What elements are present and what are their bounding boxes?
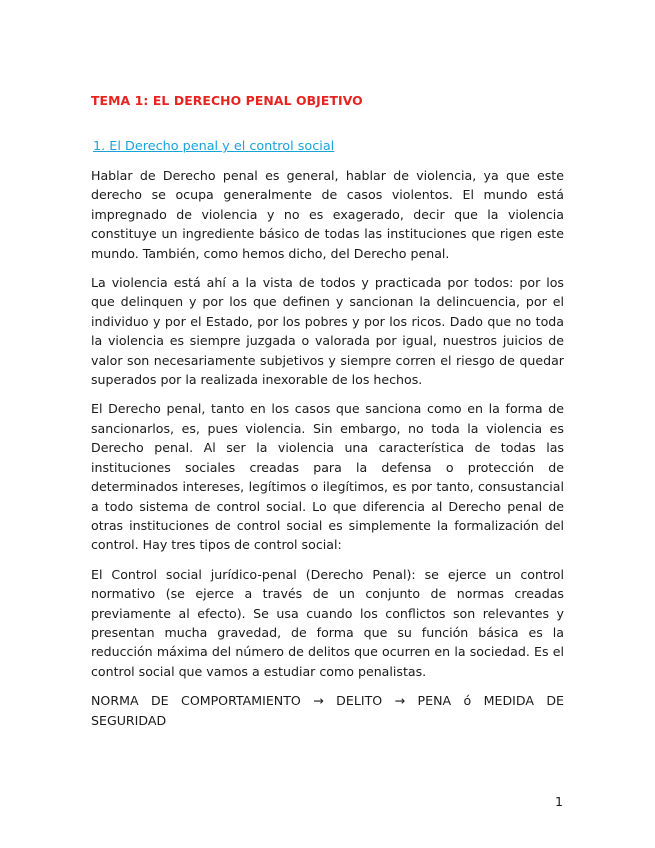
section-heading: 1. El Derecho penal y el control social [93,139,335,154]
document-title: TEMA 1: EL DERECHO PENAL OBJETIVO [91,93,363,108]
paragraph-violencia-derecho: Hablar de Derecho penal es general, hablar de violencia, ya que este derecho se ocupa generalmente de casos violentos. El mundo está impregnado de violencia y no es exagerado, decir que la violencia constituye un ingrediente básico de todas las instituciones que rigen este mundo. También, como hemos dicho, del Derecho penal. [91,168,564,261]
paragraph-control-juridico-penal: El Control social jurídico-penal (Derecho Penal): se ejerce un control normativo (se ejerce a través de un conjunto de normas creadas previamente al efecto). Se usa cuando los conflictos son relevantes y presentan mucha gravedad, de forma que su función básica es la reducción máxima del número de delitos que ocurren en la sociedad. Es el control social que vamos a estudiar como penalistas. [91,566,564,679]
page-number: 1 [555,794,564,809]
paragraph-norma-comportamiento: NORMA DE COMPORTAMIENTO → DELITO → PENA ó MEDIDA DE SEGURIDAD [91,693,564,728]
page-content [91,92,564,736]
paragraph-violencia-todos: La violencia está ahí a la vista de todos y practicada por todos: por los que delinquen y por los que definen y sancionan la delincuencia, por el individuo y por el Estado, por los pobres y por los ricos. Dado que no toda la violencia es siempre juzgada o valorada por igual, nuestros juicios de valor son necesariamente subjetivos y siempre corren el riesgo de quedar superados por la realizada inexorable de los hechos. [91,275,564,388]
paragraph-derecho-penal-violencia: El Derecho penal, tanto en los casos que sanciona como en la forma de sancionarlos, es, pues violencia. Sin embargo, no toda la violencia es Derecho penal. Al ser la violencia una característica de todas las instituciones sociales creadas para la defensa o protección de determinados intereses, legítimos o ilegítimos, es por tanto, consustancial a todo sistema de control social. Lo que diferencia al Derecho penal de otras instituciones de control social es simplemente la formalización del control. Hay tres tipos de control social: [91,401,564,553]
